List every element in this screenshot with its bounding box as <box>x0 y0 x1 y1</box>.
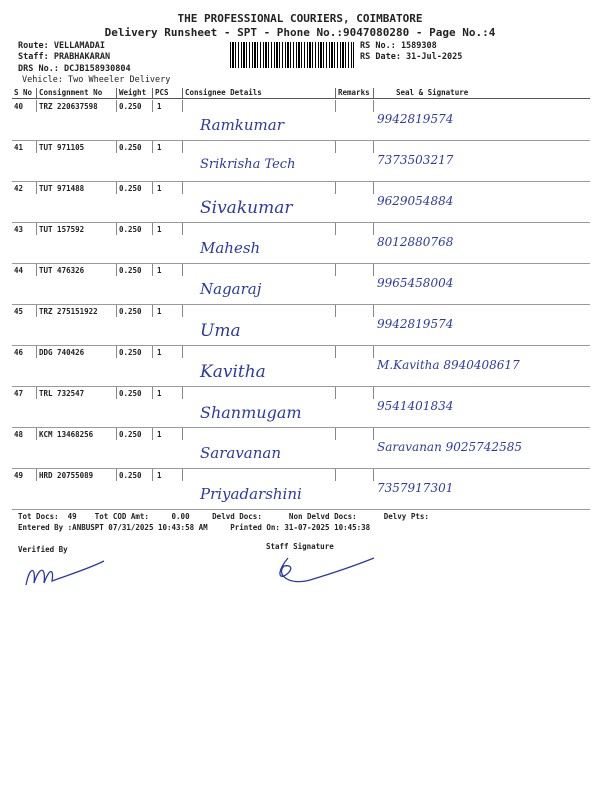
row-pcs: 1 <box>157 348 162 357</box>
runsheet-subtitle: Delivery Runsheet - SPT - Phone No.:9047080280 - Page No.:4 <box>104 26 496 39</box>
table-row <box>12 223 590 264</box>
row-consignment-no: TUT 157592 <box>39 225 85 234</box>
col-divider <box>182 223 183 235</box>
row-weight: 0.250 <box>119 225 142 234</box>
col-divider <box>373 223 374 235</box>
row-weight: 0.250 <box>119 184 142 193</box>
totals-line: Tot Docs: 49 Tot COD Amt: 0.00 Delvd Docs: Non Delvd Docs: Delvy Pts: <box>18 512 429 521</box>
table-row <box>12 428 590 469</box>
row-pcs: 1 <box>157 225 162 234</box>
row-consignee-handwritten: Uma <box>200 321 241 341</box>
row-sno: 40 <box>14 102 24 111</box>
row-consignee-handwritten: Saravanan <box>200 444 282 462</box>
col-divider <box>36 305 37 317</box>
col-divider <box>182 182 183 194</box>
col-divider <box>116 346 117 358</box>
col-divider <box>152 264 153 276</box>
col-divider <box>373 469 374 481</box>
col-divider <box>373 182 374 194</box>
row-weight: 0.250 <box>119 143 142 152</box>
col-divider <box>182 387 183 399</box>
verified-by-label: Verified By <box>18 545 68 554</box>
rs-date: RS Date: 31-Jul-2025 <box>360 52 463 62</box>
row-consignment-no: KCM 13468256 <box>39 430 94 439</box>
table-header-rule <box>12 98 590 99</box>
col-divider <box>36 346 37 358</box>
table-header <box>12 88 590 98</box>
col-divider <box>182 346 183 358</box>
row-consignee-handwritten: Ramkumar <box>200 116 284 134</box>
col-divider <box>116 223 117 235</box>
col-divider <box>152 387 153 399</box>
row-rule <box>12 509 590 510</box>
row-pcs: 1 <box>157 307 162 316</box>
company-title: THE PROFESSIONAL COURIERS, COIMBATORE <box>177 12 423 25</box>
col-divider <box>373 305 374 317</box>
staff-signature <box>270 552 380 592</box>
col-divider <box>116 88 117 98</box>
col-divider <box>152 305 153 317</box>
col-divider <box>335 100 336 112</box>
row-consignee-handwritten: Kavitha <box>200 362 266 382</box>
row-consignee-handwritten: Mahesh <box>200 239 261 257</box>
row-seal-signature: 9942819574 <box>377 317 454 331</box>
col-weight: Weight <box>119 88 147 97</box>
row-sno: 41 <box>14 143 24 152</box>
col-divider <box>116 387 117 399</box>
row-seal-signature: 8012880768 <box>377 235 454 249</box>
col-divider <box>116 264 117 276</box>
table-row <box>12 387 590 428</box>
row-consignee-handwritten: Srikrisha Tech <box>200 157 296 172</box>
row-sno: 46 <box>14 348 24 357</box>
col-divider <box>182 469 183 481</box>
row-weight: 0.250 <box>119 266 142 275</box>
col-divider <box>335 305 336 317</box>
col-divider <box>36 223 37 235</box>
col-divider <box>36 387 37 399</box>
table-row <box>12 141 590 182</box>
row-weight: 0.250 <box>119 389 142 398</box>
row-seal-signature: 9629054884 <box>377 194 454 208</box>
row-pcs: 1 <box>157 184 162 193</box>
col-remarks: Remarks <box>338 88 370 97</box>
col-divider <box>335 88 336 98</box>
table-row <box>12 346 590 387</box>
col-divider <box>152 88 153 98</box>
row-pcs: 1 <box>157 102 162 111</box>
col-divider <box>335 428 336 440</box>
row-consignment-no: TRZ 275151922 <box>39 307 98 316</box>
row-weight: 0.250 <box>119 471 142 480</box>
col-divider <box>182 305 183 317</box>
vehicle-label: Vehicle: Two Wheeler Delivery <box>22 75 171 85</box>
row-seal-signature: Saravanan 9025742585 <box>377 440 522 454</box>
row-consignee-handwritten: Nagaraj <box>200 280 262 298</box>
col-consignee: Consignee Details <box>185 88 262 97</box>
col-divider <box>36 469 37 481</box>
row-pcs: 1 <box>157 430 162 439</box>
row-pcs: 1 <box>157 471 162 480</box>
table-row <box>12 305 590 346</box>
table-row <box>12 100 590 141</box>
entered-by-line: Entered By :ANBUSPT 07/31/2025 10:43:58 AM Printed On: 31-07-2025 10:45:38 <box>18 523 371 532</box>
col-divider <box>373 141 374 153</box>
staff-label: Staff: PRABHAKARAN <box>18 52 111 62</box>
col-divider <box>335 182 336 194</box>
col-divider <box>116 141 117 153</box>
row-consignee-handwritten: Priyadarshini <box>200 485 302 503</box>
col-divider <box>373 100 374 112</box>
col-sno: S No <box>14 88 33 97</box>
table-row <box>12 264 590 305</box>
col-divider <box>152 428 153 440</box>
col-divider <box>182 100 183 112</box>
col-divider <box>335 223 336 235</box>
col-divider <box>152 182 153 194</box>
col-divider <box>182 141 183 153</box>
col-divider <box>335 469 336 481</box>
row-seal-signature: M.Kavitha 8940408617 <box>377 358 520 372</box>
row-consignee-handwritten: Sivakumar <box>200 198 293 218</box>
row-pcs: 1 <box>157 266 162 275</box>
row-consignment-no: HRD 20755089 <box>39 471 94 480</box>
barcode <box>230 42 354 68</box>
col-divider <box>373 346 374 358</box>
col-divider <box>116 469 117 481</box>
col-divider <box>36 88 37 98</box>
col-divider <box>182 88 183 98</box>
col-divider <box>116 305 117 317</box>
col-divider <box>152 100 153 112</box>
col-divider <box>335 141 336 153</box>
col-divider <box>116 428 117 440</box>
row-pcs: 1 <box>157 143 162 152</box>
row-sno: 42 <box>14 184 24 193</box>
staff-signature-label: Staff Signature <box>266 542 334 551</box>
route-label: Route: VELLAMADAI <box>18 41 105 51</box>
col-divider <box>152 346 153 358</box>
row-sno: 43 <box>14 225 24 234</box>
col-divider <box>373 88 374 98</box>
row-sno: 49 <box>14 471 24 480</box>
col-divider <box>36 100 37 112</box>
row-consignment-no: TRZ 220637598 <box>39 102 98 111</box>
row-weight: 0.250 <box>119 430 142 439</box>
table-row <box>12 182 590 223</box>
col-divider <box>36 182 37 194</box>
row-sno: 47 <box>14 389 24 398</box>
col-divider <box>373 387 374 399</box>
row-weight: 0.250 <box>119 348 142 357</box>
col-divider <box>152 469 153 481</box>
row-seal-signature: 9541401834 <box>377 399 454 413</box>
col-divider <box>182 428 183 440</box>
row-sno: 44 <box>14 266 24 275</box>
row-pcs: 1 <box>157 389 162 398</box>
row-sno: 48 <box>14 430 24 439</box>
col-divider <box>335 264 336 276</box>
col-seal-signature: Seal & Signature <box>396 88 469 97</box>
row-seal-signature: 9965458004 <box>377 276 454 290</box>
col-divider <box>373 428 374 440</box>
col-consignment: Consignment No <box>39 88 103 97</box>
row-sno: 45 <box>14 307 24 316</box>
col-divider <box>335 346 336 358</box>
col-divider <box>152 223 153 235</box>
row-consignment-no: DDG 740426 <box>39 348 85 357</box>
col-divider <box>335 387 336 399</box>
row-consignment-no: TUT 476326 <box>39 266 85 275</box>
row-seal-signature: 7357917301 <box>377 481 454 495</box>
rs-no: RS No.: 1589308 <box>360 41 437 51</box>
row-consignee-handwritten: Shanmugam <box>200 403 302 422</box>
col-divider <box>116 100 117 112</box>
row-consignment-no: TUT 971488 <box>39 184 85 193</box>
row-consignment-no: TUT 971105 <box>39 143 85 152</box>
col-pcs: PCS <box>155 88 169 97</box>
verified-signature <box>18 555 108 595</box>
col-divider <box>36 264 37 276</box>
col-divider <box>36 141 37 153</box>
col-divider <box>152 141 153 153</box>
col-divider <box>182 264 183 276</box>
row-seal-signature: 9942819574 <box>377 112 454 126</box>
row-weight: 0.250 <box>119 102 142 111</box>
row-seal-signature: 7373503217 <box>377 153 454 167</box>
row-weight: 0.250 <box>119 307 142 316</box>
table-row <box>12 469 590 510</box>
col-divider <box>36 428 37 440</box>
drs-label: DRS No.: DCJB158930804 <box>18 64 131 74</box>
col-divider <box>116 182 117 194</box>
row-consignment-no: TRL 732547 <box>39 389 85 398</box>
col-divider <box>373 264 374 276</box>
